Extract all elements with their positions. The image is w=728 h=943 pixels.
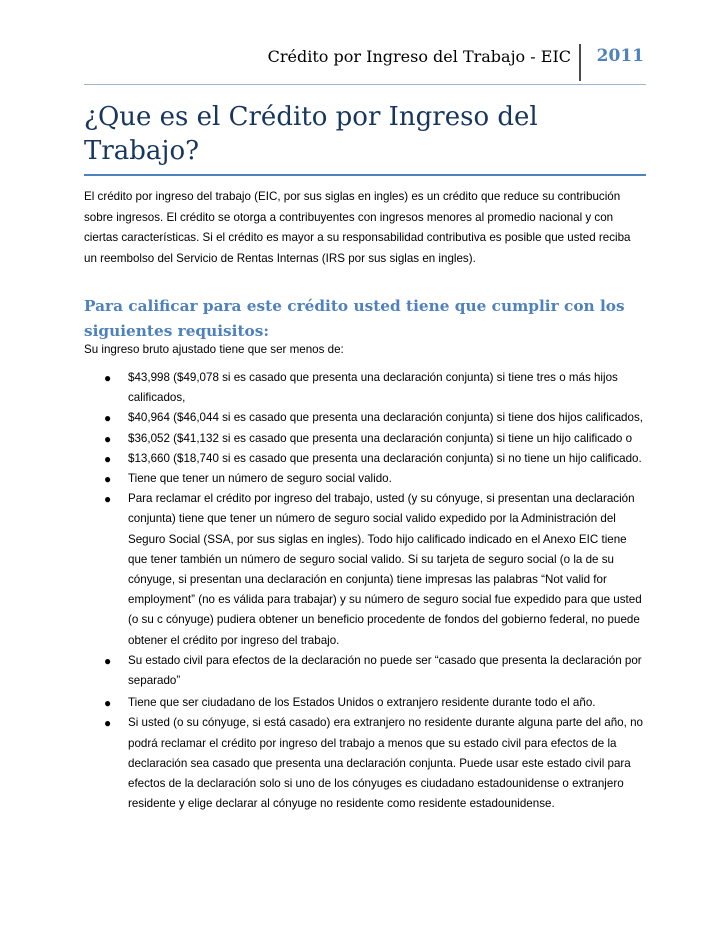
list-item	[104, 429, 648, 449]
requirements-heading: Para calificar para este crédito usted tiene que cumplir con los siguientes requisitos:	[84, 297, 625, 340]
bullet-icon: ●	[104, 716, 112, 731]
list-item	[104, 713, 648, 814]
list-item-text: Tiene que ser ciudadano de los Estados Unidos o extranjero residente durante todo el año.	[128, 696, 596, 710]
list-item-text: $43,998 ($49,078 si es casado que presenta una declaración conjunta) si tiene tres o más hijos calificados,	[128, 371, 618, 405]
list-item-text: Tiene que tener un número de seguro social valido.	[128, 472, 392, 486]
list-item	[104, 469, 648, 489]
list-item-text: $13,660 ($18,740 si es casado que presenta una declaración conjunta) si no tiene un hijo calificado.	[128, 451, 642, 465]
bullet-icon: ●	[104, 653, 112, 668]
list-item	[104, 408, 648, 428]
page-title: ¿Que es el Crédito por Ingreso del Trabajo?	[84, 102, 538, 166]
intro-paragraph: El crédito por ingreso del trabajo (EIC, por sus siglas en ingles) es un crédito que reduce su contribución sobre ingresos. El crédito se otorga a contribuyentes con ingresos menores al promedio nacional y con ciertas características. Si el crédito es mayor a su responsabilidad contributiva es posible que usted reciba un reembolso del Servicio de Rentas Internas (IRS por sus siglas en ingles).	[84, 190, 631, 265]
list-item-text: $36,052 ($41,132 si es casado que presenta una declaración conjunta) si tiene un hijo calificado o	[128, 431, 633, 445]
requirements-list	[104, 368, 648, 814]
bullet-icon: ●	[104, 696, 112, 711]
list-item	[104, 489, 648, 651]
list-item	[104, 449, 648, 469]
list-item-text: Su estado civil para efectos de la declaración no puede ser “casado que presenta la declaración por separado”	[128, 653, 642, 688]
bullet-icon: ●	[104, 472, 112, 487]
requirements-lead: Su ingreso bruto ajustado tiene que ser menos de:	[84, 343, 344, 356]
bullet-icon: ●	[104, 492, 112, 507]
list-item	[104, 693, 648, 713]
header-year: 2011	[596, 46, 644, 66]
list-item	[104, 368, 648, 408]
list-item	[104, 651, 648, 691]
bullet-icon: ●	[104, 371, 112, 385]
header-separator	[579, 44, 581, 81]
bullet-icon: ●	[104, 431, 112, 446]
page-header	[84, 44, 646, 85]
header-text: Crédito por Ingreso del Trabajo - EIC	[267, 47, 571, 66]
list-item-text: $40,964 ($46,044 si es casado que presenta una declaración conjunta) si tiene dos hijos calificados,	[128, 411, 643, 425]
title-underline	[84, 174, 646, 176]
bullet-icon: ●	[104, 411, 112, 426]
list-item-text: Para reclamar el crédito por ingreso del trabajo, usted (y su cónyuge, si presentan una declaración conjunta) tiene que tener un número de seguro social valido expedido por la Administración del Seguro Social (SSA, por sus siglas en ingles). Todo hijo calificado indicado en el Anexo EIC tiene que tener también un número de seguro social valido. Si su tarjeta de seguro social (o la de su cónyuge, si presentan una declaración en conjunta) tiene impresas las palabras “Not valid for employment” (no es válida para trabajar) y su número de seguro social fue expedido para que usted (o su c cónyuge) pudiera obtener un beneficio procedente de fondos del gobierno federal, no puede obtener el crédito por ingreso del trabajo.	[128, 492, 642, 647]
list-item-text: Si usted (o su cónyuge, si está casado) era extranjero no residente durante alguna parte del año, no podrá reclamar el crédito por ingreso del trabajo a menos que su estado civil para efectos de la declaración sea casado que presenta una declaración conjunta. Puede usar este estado civil para efectos de la declaración solo si uno de los cónyuges es ciudadano estadounidense o extranjero residente y elige declarar al cónyuge no residente como residente estadounidense.	[128, 716, 643, 811]
bullet-icon: ●	[104, 451, 112, 466]
